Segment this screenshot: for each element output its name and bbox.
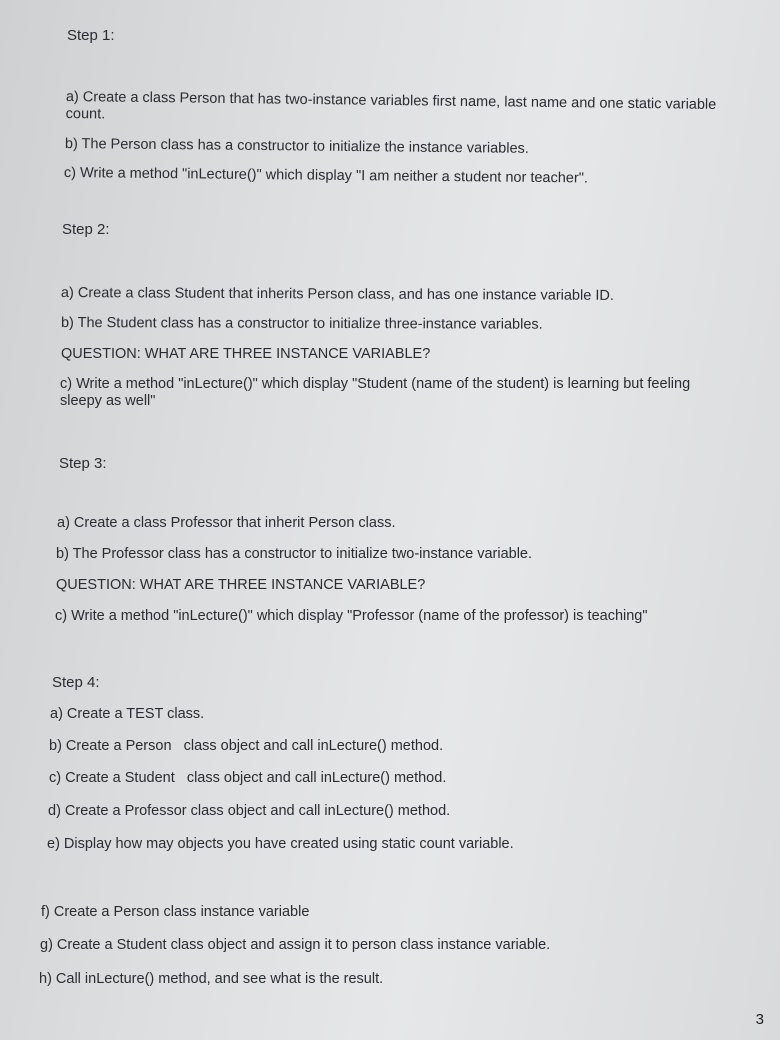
step-2-item-a: a) Create a class Student that inherits Person class, and has one instance variable ID. [60,285,614,304]
step-2-question: QUESTION: WHAT ARE THREE INSTANCE VARIABLE? [61,346,431,362]
step-1-item-b: b) The Person class has a constructor to initialize the instance variables. [64,136,529,157]
step-4-item-a: a) Create a TEST class. [50,706,205,722]
step-3-item-c: c) Write a method "inLecture()" which display "Professor (name of the professor) is teaching" [55,608,648,624]
extra-item-g: g) Create a Student class object and assign it to person class instance variable. [40,937,551,953]
step-1-item-c: c) Write a method "inLecture()" which display "I am neither a student nor teacher". [63,165,589,187]
extra-item-h: h) Call inLecture() method, and see what is the result. [39,971,384,987]
extra-item-f: f) Create a Person class instance variable [41,904,310,920]
step-4-item-d: d) Create a Professor class object and call inLecture() method. [48,803,451,819]
step-3-item-a: a) Create a class Professor that inherit Person class. [57,515,396,531]
step-4-item-e: e) Display how may objects you have created using static count variable. [47,836,514,852]
step-3-title: Step 3: [59,455,107,472]
step-3-item-b: b) The Professor class has a constructor to initialize two-instance variable. [56,546,533,562]
step-3-question: QUESTION: WHAT ARE THREE INSTANCE VARIABLE? [56,577,426,593]
step-2-item-c: c) Write a method "inLecture()" which display "Student (name of the student) is learning but feeling sleepy as well" [60,376,691,409]
step-4-item-c: c) Create a Student class object and call inLecture() method. [49,770,447,786]
step-1-title: Step 1: [67,27,115,44]
page-number: 3 [755,1011,764,1028]
step-2-item-b: b) The Student class has a constructor to initialize three-instance variables. [60,315,543,333]
step-1-item-a: a) Create a class Person that has two-instance variables first name, last name and one static variable count. [65,89,717,123]
step-2-title: Step 2: [62,221,110,238]
step-4-title: Step 4: [52,674,100,691]
step-4-item-b: b) Create a Person class object and call inLecture() method. [49,738,444,754]
